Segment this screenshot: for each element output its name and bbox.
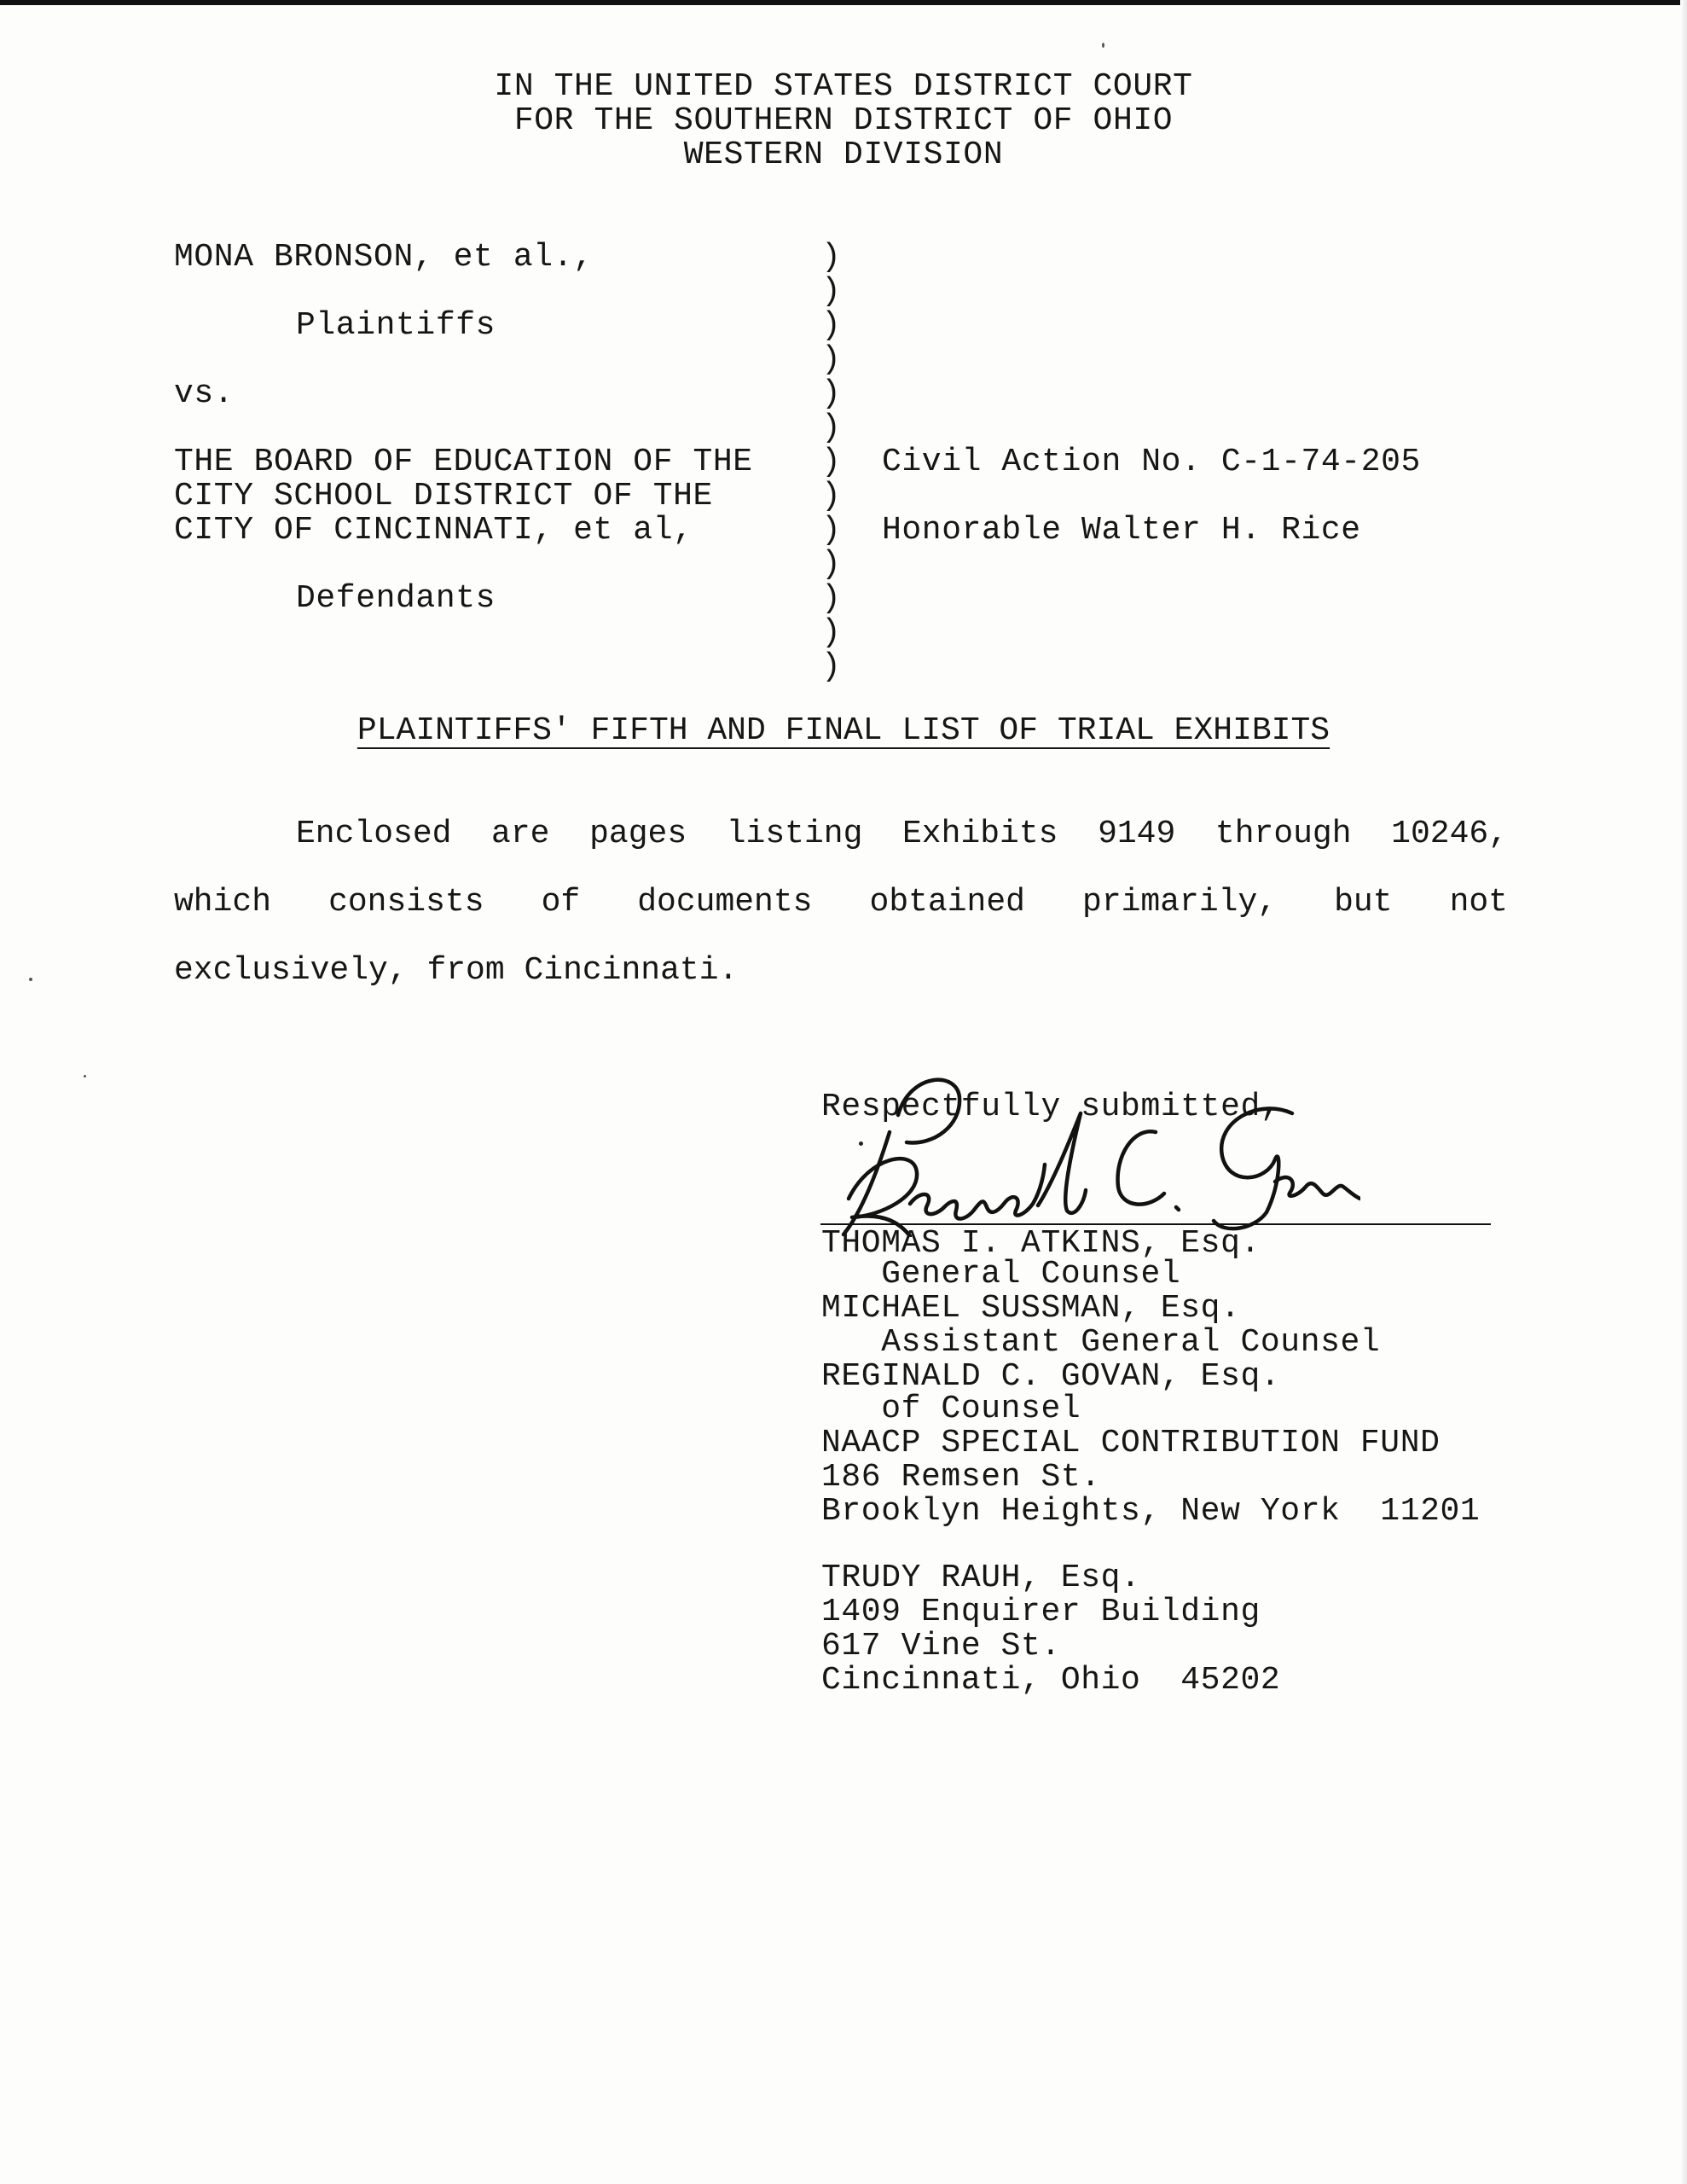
plaintiff-role: Plaintiffs: [296, 307, 496, 344]
scan-speck: [859, 1141, 863, 1146]
defendant-line-2: CITY SCHOOL DISTRICT OF THE: [174, 478, 713, 514]
counsel-line: General Counsel: [821, 1256, 1181, 1292]
caption-separator: [821, 241, 841, 684]
caption-paren: ): [821, 444, 841, 480]
caption-paren: ): [821, 375, 841, 412]
caption-paren: ): [821, 307, 841, 344]
caption-paren: ): [821, 410, 841, 446]
counsel-line: THOMAS I. ATKINS, Esq.: [821, 1225, 1261, 1262]
local-counsel-line: 617 Vine St.: [821, 1628, 1061, 1664]
caption-paren: ): [821, 341, 841, 378]
plaintiff-name: MONA BRONSON, et al.,: [174, 239, 594, 276]
caption-paren: ): [821, 273, 841, 310]
scan-top-edge: [0, 0, 1687, 5]
caption-paren: ): [821, 580, 841, 617]
caption-paren: ): [821, 478, 841, 514]
document-title-text: PLAINTIFFS' FIFTH AND FINAL LIST OF TRIAL EXHIBITS: [357, 712, 1330, 749]
scan-speck: [29, 978, 32, 981]
caption-paren: ): [821, 614, 841, 651]
counsel-line: of Counsel: [821, 1391, 1081, 1427]
counsel-line: 186 Remsen St.: [821, 1459, 1101, 1496]
scan-speck: [1102, 43, 1104, 48]
caption-paren: ): [821, 648, 841, 685]
local-counsel-line: TRUDY RAUH, Esq.: [821, 1560, 1141, 1596]
body-line-3: exclusively, from Cincinnati.: [174, 952, 739, 989]
scan-speck: [84, 1075, 86, 1077]
versus-label: vs.: [174, 375, 235, 412]
court-header-line-2: FOR THE SOUTHERN DISTRICT OF OHIO: [513, 102, 1174, 139]
case-number: Civil Action No. C-1-74-205: [882, 444, 1421, 480]
body-line-2: which consists of documents obtained primarily, but not: [174, 884, 1508, 921]
counsel-line: MICHAEL SUSSMAN, Esq.: [821, 1290, 1241, 1327]
counsel-line: REGINALD C. GOVAN, Esq.: [821, 1358, 1281, 1395]
counsel-line: NAACP SPECIAL CONTRIBUTION FUND: [821, 1425, 1441, 1461]
defendant-line-1: THE BOARD OF EDUCATION OF THE: [174, 444, 753, 480]
closing-salutation: Respectfully submitted,: [821, 1089, 1281, 1125]
local-counsel-line: 1409 Enquirer Building: [821, 1594, 1261, 1630]
handwritten-signature: [815, 1054, 1360, 1237]
judge-name: Honorable Walter H. Rice: [882, 512, 1361, 549]
court-header-line-1: IN THE UNITED STATES DISTRICT COURT: [494, 68, 1193, 105]
defendant-role: Defendants: [296, 580, 496, 617]
scan-right-edge: [1680, 0, 1687, 2184]
counsel-line: Assistant General Counsel: [821, 1324, 1381, 1361]
caption-paren: ): [821, 239, 841, 276]
caption-paren: ): [821, 512, 841, 549]
body-line-1: Enclosed are pages listing Exhibits 9149 through 10246,: [296, 816, 1508, 852]
court-header-line-3: WESTERN DIVISION: [683, 136, 1004, 173]
local-counsel-line: Cincinnati, Ohio 45202: [821, 1662, 1281, 1699]
counsel-line: Brooklyn Heights, New York 11201: [821, 1493, 1481, 1530]
defendant-line-3: CITY OF CINCINNATI, et al,: [174, 512, 693, 549]
document-title: [0, 712, 1687, 750]
caption-paren: ): [821, 546, 841, 583]
